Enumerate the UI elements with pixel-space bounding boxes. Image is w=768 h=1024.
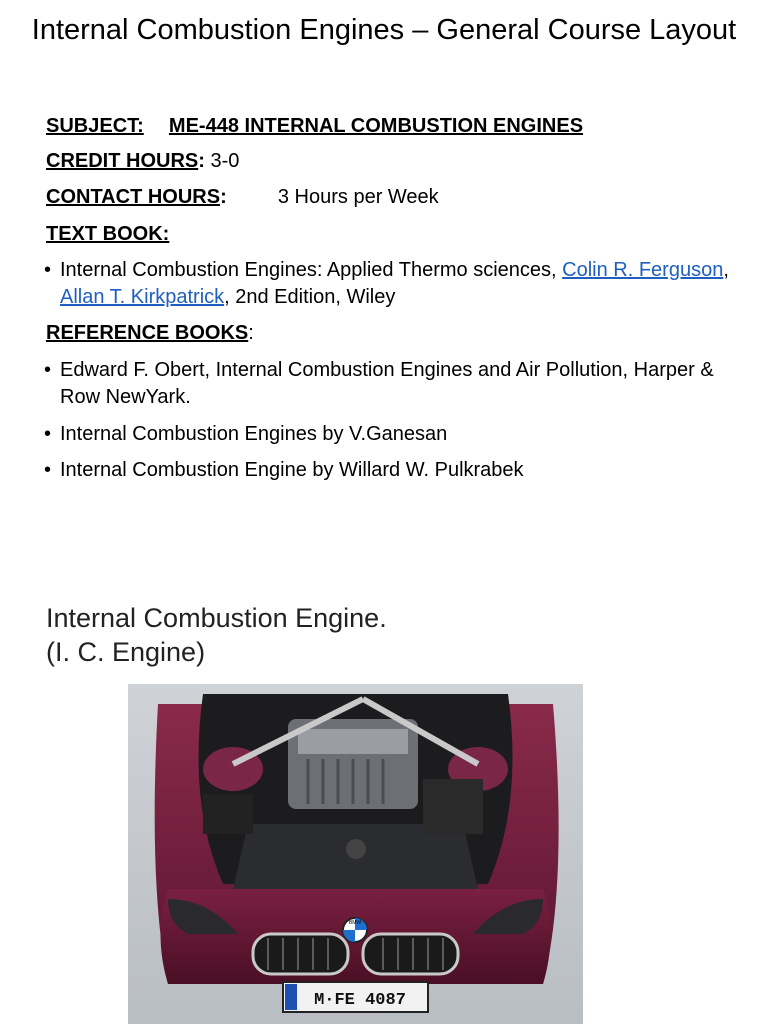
reference-text: Internal Combustion Engines by V.Ganesan	[60, 423, 448, 445]
text-book-item	[44, 257, 750, 311]
author-separator: ,	[723, 259, 729, 281]
reference-item	[44, 457, 750, 484]
section-heading	[46, 601, 387, 669]
reference-item	[44, 421, 750, 448]
credit-hours-value: 3-0	[210, 150, 240, 172]
reference-books-label: REFERENCE BOOKS	[46, 322, 249, 344]
text-book-title: Internal Combustion Engines: Applied Thermo sciences,	[60, 259, 563, 281]
author-link-kirkpatrick[interactable]: Allan T. Kirkpatrick	[60, 286, 225, 308]
engine-photo	[128, 684, 583, 1024]
license-plate-text: M·FE 4087	[314, 991, 406, 1010]
credit-hours-colon: :	[198, 150, 205, 172]
contact-hours-row	[46, 184, 439, 210]
contact-hours-value: 3 Hours per Week	[277, 186, 439, 208]
reference-item	[44, 357, 750, 411]
bullet-icon: •	[44, 259, 52, 281]
text-book-label: TEXT BOOK:	[46, 223, 170, 245]
bullet-icon: •	[44, 459, 52, 481]
section-heading-line1: Internal Combustion Engine.	[46, 603, 387, 633]
subject-label: SUBJECT:	[46, 115, 144, 137]
contact-hours-colon: :	[220, 186, 227, 208]
svg-text:BMW: BMW	[348, 920, 362, 926]
subject-value: ME-448 INTERNAL COMBUSTION ENGINES	[168, 115, 584, 137]
reference-books-colon: :	[248, 322, 254, 344]
credit-hours-label: CREDIT HOURS	[46, 150, 199, 172]
bullet-icon: •	[44, 359, 52, 381]
contact-hours-label: CONTACT HOURS	[46, 186, 221, 208]
subject-row	[46, 113, 583, 139]
credit-hours-row	[46, 148, 239, 174]
engine-bay-illustration	[128, 684, 583, 1024]
text-book-edition: , 2nd Edition, Wiley	[224, 286, 396, 308]
reference-books-heading	[46, 320, 254, 346]
reference-text: Edward F. Obert, Internal Combustion Engines and Air Pollution, Harper & Row NewYark.	[60, 359, 714, 408]
section-heading-line2: (I. C. Engine)	[46, 637, 206, 667]
author-link-ferguson[interactable]: Colin R. Ferguson	[562, 259, 724, 281]
reference-text: Internal Combustion Engine by Willard W. Pulkrabek	[60, 459, 524, 481]
bullet-icon: •	[44, 423, 52, 445]
page-title: Internal Combustion Engines – General Course Layout	[31, 14, 737, 46]
text-book-heading	[46, 221, 169, 247]
